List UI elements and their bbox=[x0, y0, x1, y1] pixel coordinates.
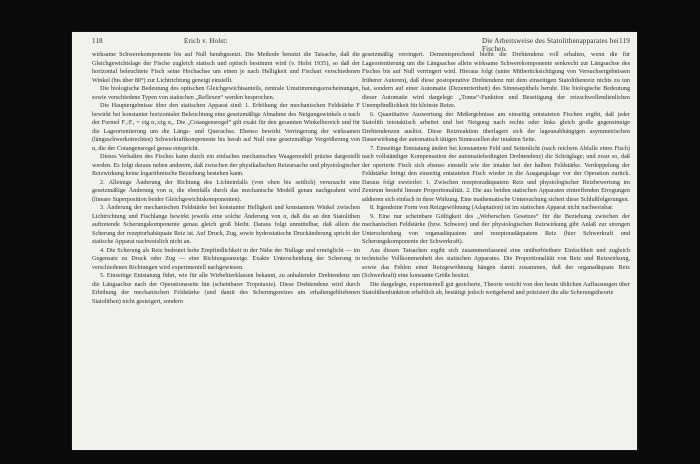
right-paragraph: Die dargelegte, experimentell gut gesicherte, Theorie weicht von den heute üblichen Auffassungen über Statolithenfunktion erheblich ab, bestätigt jedoch weitgehend und präzisiert die alte Scherungstheorie bbox=[362, 280, 630, 296]
left-paragraph: Die Hauptergebnisse über den statischen Apparat sind: 1. Erhöhung der mechanischen Feldstärke F bewirkt bei konstanter horizontaler Beleuchtung eine gesetzmäßige Abnahme des Neigungswinkels α nach der Formel F₁:F₂ = ctg α₁:ctg α₂. Die „Cotangensregel“ gilt exakt für den gesamten Winkelbereich und für die Lageorientierung um die Längs- und Querachse. Ebenso bewirkt Verringerung der wirksamen (längsschwerkotrechten) Schwerkraftkomponente bis herab auf Null eine gesetzmäßige Vergrößerung von α, die der Cotangensregel genau entspricht. bbox=[92, 102, 360, 152]
left-paragraph: 2. Alleinige Änderung der Richtung des Lichteinfalls (von oben bis seitlich) verursacht eine gesetzmäßige Änderung von α, die ebenfalls durch das mechanische Modell genau nachgeahmt wird (lineare Superposition beider Gleichgewichtskomponenten). bbox=[92, 178, 360, 203]
right-paragraph: 8. Irgendeine Form von Reizgewöhnung (Adaptation) ist im statischen Apparat nicht nachweisbar. bbox=[370, 204, 614, 211]
left-paragraph: 3. Änderung der mechanischen Feldstärke bei konstanter Helligkeit und konstantem Winkel zwischen Lichtrichtung und Fischlange bewirkt jeweils eine solche Änderung von α, daß die an den Statolithen auftretende Scherungskomponente genau gleich groß bleibt. Daraus folgt unmittelbar, daß allein die Scherung der rezeptorhabäquate Reiz ist. Auf Druck, Zug, sowie hydrostatische Druckänderung spricht der statische Apparat nachweislich nicht an. bbox=[92, 204, 360, 245]
left-paragraph: 4. Die Scherung als Reiz bedeutet hohe Empfindlichkeit in der Nähe der Nullage und ermöglicht — im Gegensatz zu Druck oder Zug — eine Richtungsanzeige. Exakte Unterscheidung der Scherung in verschiedenen Richtungen wird experimentell nachgewiesen. bbox=[92, 246, 360, 271]
left-paragraph: Dieses Verhalten des Fisches kann durch ein einfaches mechanisches Waagemodell präzise dargestellt werden. Es folgt daraus neben anderem, daß zwischen der physikalischen Reizursache und physiologischer Reizwirkung keine logarithmische Beziehung bestehen kann. bbox=[92, 153, 360, 177]
right-paragraph: 7. Einseitige Entstatung ändert bei konstantem Feld und Seitenlicht (nach reichem Abfalle eines Fisch) nach vollständiger Kompensation der automatiebedingten Drehtendenz) die Schräglage; und zwar so, daß der operierte Fisch sich ebenso einstellt wie der intakte bei der halben Feldstärke. Verdoppelung der Feldstärke bringt den einseitig entstateten Fisch wieder in die Ausgangslage vor der Operation zurück. Daraus folgt zweierlei: 1. Zwischen rezeptoradäquatem Reiz und physiologischer Reizbewertung im Zentrum besteht lineare Proportionalität. 2. Die aus beiden statischen Apparaten eintreffenden Erregungen addieren sich einfach in ihrer Wirkung. Eine mathematische Untersuchung sichert diese Schlußfolgerungen. bbox=[362, 144, 630, 203]
left-paragraph: 5. Einseitige Entstatung führt, wie für alle Wirbeltierklassen bekannt, zu anhaltender Drehtendenz um die Längsachse nach der Operationsseite hin (scheinbarer Tropotaxie). Diese Drehtendenz wird durch Erhöhung der mechanischen Feldstärke (und damit des Scherungsreizes am erhaltengebliebenen Statolithen) nicht gesteigert, sondern bbox=[92, 272, 360, 305]
right-running-head: Die Arbeitsweise des Statolithenapparates bei Fischen. bbox=[482, 37, 619, 53]
right-paragraph: gesetzmäßig verringert. Dementsprechend bleibt die Drehtendenz voll erhalten, wenn die für Lageorientierung um die Längsachse allein wirksame Schwerekomponente senkrecht zur Längsachse des Fisches bis auf Null verringert wird. Hieraus folgt (unter Mitberücksichtigung von Versuchsergebnissen früherer Autoren), daß diese postoperative Drehtendenz mit dem einseitigen Statolithenreiz nichts zu tun hat, sondern auf einer Automatie (Dezentriertheit) des Sinnesepithels beruht. Die biologische Bedeutung dieser Automatie wird dargelegt: „Tonus“-Funktion und Beseitigung der reizschwellendienlichen Unempfindlichkeit für kleinste Reize. bbox=[362, 51, 630, 109]
right-page-header bbox=[362, 37, 630, 53]
right-paragraph: Aus diesen Tatsachen ergibt sich zusammenfassend eine unüberbietbare Einfachheit und zugleich technische Vollkommenheit des statischen Apparates. Die Proportionalität von Reiz und Reizwirkung, sowie das Fehlen einer Reizgewöhnung hängen damit zusammen, daß der organadäquate Reiz (Schwerkraft) eine konstante Größe besitzt. bbox=[362, 246, 630, 279]
left-running-head: Erich v. Holst: bbox=[184, 37, 228, 45]
left-paragraph: wirksame Schwerekomponente bis auf Null herabgesetzt. Die Methode benutzt die Tatsache, daß die Gleichgewichtslage der Fische zugleich statisch und optisch bestimmt wird (v. Holst 1935), so daß der horizontal beleuchtete Fisch seine Hochachse um einen je nach Helligkeit und Fischart verschiedenen Winkel (bis über 80°) zur Lichtrichtung geneigt einstellt. bbox=[92, 51, 360, 84]
book-spread bbox=[72, 32, 637, 450]
left-page bbox=[92, 37, 360, 306]
right-page bbox=[362, 37, 630, 298]
right-page-number: 119 bbox=[619, 37, 630, 45]
right-paragraph: 9. Eine nur scheinbare Gültigkeit des „Weberschen Gesetzes“ für die Beziehung zwischen der mechanischen Feldstärke (bzw. Schwere) und der physiologischen Reizwirkung gibt Anlaß zur strengen Unterscheidung von organadäquatem und rezeptoradäquatem Reiz (hier Schwerkraft und Scherungskomponente der Schwerkraft). bbox=[362, 212, 630, 245]
right-paragraph: 6. Quantitative Auswertung der Meßergebnisse am einseitig entstateten Fischen ergibt, daß jeder Statolith tetotaktisch arbeitet und bei Neigung nach rechts oder links gleich große gegensinnige Drehtendenzen auslöst. Diese Reizreaktion überlagert sich der lageunabhängigen asymmetrischen Dauerwirkung der automatisch tätigen Sinneszellen der intakten Seite. bbox=[362, 110, 630, 143]
left-page-header bbox=[92, 37, 360, 49]
left-page-number: 118 bbox=[92, 37, 103, 45]
left-paragraph: Die biologische Bedeutung des optischen Gleichgewichtsanteils, zentrale Umstimmungserscheinungen, sowie verschiedene Typen von statischen „Reflexen“ werden besprochen. bbox=[92, 85, 360, 101]
